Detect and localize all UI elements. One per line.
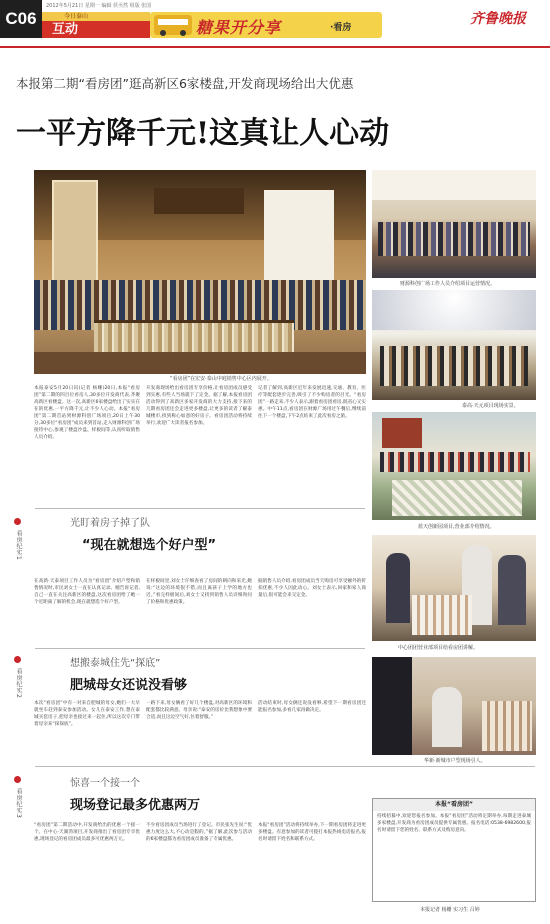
banner-title: 糖果开分享 <box>196 18 282 37</box>
story-2-col-2: 一路下来,母女俩看了好几个楼盘,对高新区的环境和配套都比较满意。母亲说:“泰安的房价比我想象中要合适,而且这边空气好,住着舒服。” <box>146 701 252 720</box>
newspaper-logo: 齐鲁晚报 <box>470 11 526 27</box>
story-1-marker <box>14 518 21 525</box>
story-3-col-2: 不少看房团成员当场进行了登记。市民张先生说:“优惠力度这么大,不心动是假的。”据了解,此次参与活动的6家楼盘都为看房团成员准备了专属优惠。 <box>146 823 252 842</box>
info-box <box>372 798 536 902</box>
byline: 本报记者 杨姗 实习生 吕婷 <box>420 907 480 913</box>
lead-col-3: 记者了解到,高新区近年来发展迅速,交通、教育、医疗等配套逐步完善,吸引了不少购房者的目光。“看房团”一路走来,不少人表示,跟着看房团看房,既省心又实惠。中午11点,看房团在财源广场用过午餐后,继续前往下一个楼盘,下午2点结束了此次看房之旅。 <box>258 386 366 419</box>
lead-col-1: 本报泰安5月20日讯(记者 杨姗)20日,本报“看房团”第二期的四百位看房人,30多位开发商代表,齐聚高新区看楼盘。这一次,高新区6家楼盘给出了实实在在的优惠,一平方降千元,让不少人心动。本报“看房团”第二期首站到财源科创广场项目,20日上午30分,30多位“看房团”成员来到首站,走入财源科创广场接待中心,参观了楼盘沙盘、样板间等,认真听取销售人员介绍。 <box>34 386 140 440</box>
story-2-kicker: 想搬泰城住先“探底” <box>70 658 161 669</box>
story-3-col-3: 本报“看房团”活动将持续举办,下一期看房团将走进更多楼盘。有意参加的读者可拨打本报热线电话报名,报名时请留下姓名和联系方式。 <box>258 823 366 842</box>
section-title: 互动 <box>52 22 79 37</box>
story-2-rule <box>35 648 365 649</box>
info-box-title: 本报“看房团” <box>373 799 535 811</box>
story-1-col-1: 在高新·天泰项目工作人员为“看房团”介绍户型和销售情况时,市民刘女士一直在认真记录。她告诉记者,自己一直在关注高新区的楼盘,这次看房团给了她一个近距离了解的机会,现在就想选个好户型。 <box>34 579 140 605</box>
story-1-kicker: 光盯着房子掉了队 <box>70 518 150 529</box>
side-photo-3 <box>372 412 536 520</box>
story-1-side-label: 看房纪实1 <box>15 530 22 561</box>
story-2-col-3: 活动结束时,母女俩还说没看够,希望下一期看房团还能报名参加,多看几家再做决定。 <box>258 701 366 713</box>
side-photo-2 <box>372 290 536 400</box>
promo-banner <box>150 12 382 38</box>
lead-col-2: 开发商现场给出看房团专享价格,让看房团成员感受到实惠,有些人当场就下了定金。据了解,本报看房团活动得到了高新区多家开发商的大力支持,接下来的几期看房团还会走进更多楼盘,让更多的读者了解泰城楼市,找到称心如意的好房子。看房团活动将持续举行,欢迎广大读者报名参加。 <box>146 386 252 426</box>
story-3-marker <box>14 776 21 783</box>
info-box-body: 持续招募中,欢迎您报名参加。本报“看房团”活动将定期举办,每期走进泰城多家楼盘,开发商为看房团成员提供专属优惠。报名电话:0538-6982600,报名时请留下您的姓名、联系方式及购房意向。 <box>377 814 531 833</box>
main-headline: 一平方降千元!这真让人心动 <box>16 116 390 151</box>
section-sub: 今日泰山 <box>42 12 150 21</box>
page-header <box>0 0 550 50</box>
side-caption-3: 蓝天创新园项目,营业部介绍情况。 <box>418 524 495 530</box>
story-2-side-label: 看房纪实2 <box>15 668 22 699</box>
bus-icon <box>154 15 192 35</box>
story-2-title: 肥城母女还说没看够 <box>70 678 188 693</box>
side-caption-2: 泰高·天元项目现场实景。 <box>462 403 519 409</box>
section-bar <box>42 12 150 38</box>
story-3-side-label: 看房纪实3 <box>15 788 22 819</box>
header-rule <box>0 46 550 48</box>
story-1-rule <box>35 508 365 509</box>
main-photo <box>34 170 366 374</box>
story-3-col-1: “看房团”第二期活动中,开发商给出的优惠一个接一个。在中心·天湖湾项目,开发商推出了看房团专享优惠,现场登记的看房团成员最多可优惠两万元。 <box>34 823 140 842</box>
story-1-col-2: 在样板间里,刘女士仔细查看了房间的朝向和采光,她说:“这边的环境很不错,而且离孩子上学的地方也近。”看完样板间后,刘女士又找到销售人员详细询问了价格和优惠政策。 <box>146 579 252 605</box>
story-3-kicker: 惊喜一个接一个 <box>70 778 140 789</box>
side-caption-5: 华新·新城市户型现场引人。 <box>424 758 486 764</box>
story-3-title: 现场登记最多优惠两万 <box>70 798 201 813</box>
side-photo-1 <box>372 170 536 278</box>
side-photo-5 <box>372 657 536 755</box>
story-2-marker <box>14 656 21 663</box>
story-1-title: “现在就想选个好户型” <box>82 538 217 553</box>
side-caption-4: 中心团团营业部项目给看房团讲解。 <box>398 645 479 651</box>
story-2-col-1: 本次“看房团”中有一对来自肥城的母女,她们一大早就坐车赶到泰安参加活动。女儿在泰安工作,想在泰城买套房子,把母亲也接过来一起住,所以这次专门带着母亲来“探探底”。 <box>34 701 140 727</box>
side-photo-4 <box>372 535 536 641</box>
date-line: 2012年5月21日 星期一 编辑 侯丞然 组版 张国 <box>46 3 152 9</box>
kicker-headline: 本报第二期“看房团”逛高新区6家楼盘,开发商现场给出大优惠 <box>16 76 354 91</box>
banner-suffix: ·看房 <box>330 23 352 33</box>
page-number: C06 <box>0 0 42 38</box>
side-caption-1: 财源科创广场工作人员介绍项目运营情况。 <box>400 281 496 287</box>
story-1-col-3: 据销售人员介绍,看房团成员当天购房可享受额外的折扣优惠,不少人因此动心。刘女士表示,回家和家人商量后,很可能会来交定金。 <box>258 579 366 598</box>
main-photo-caption: “看房团”在宏安·泰山中庭销售中心区内展开。 <box>170 376 272 382</box>
story-3-rule <box>35 766 535 767</box>
